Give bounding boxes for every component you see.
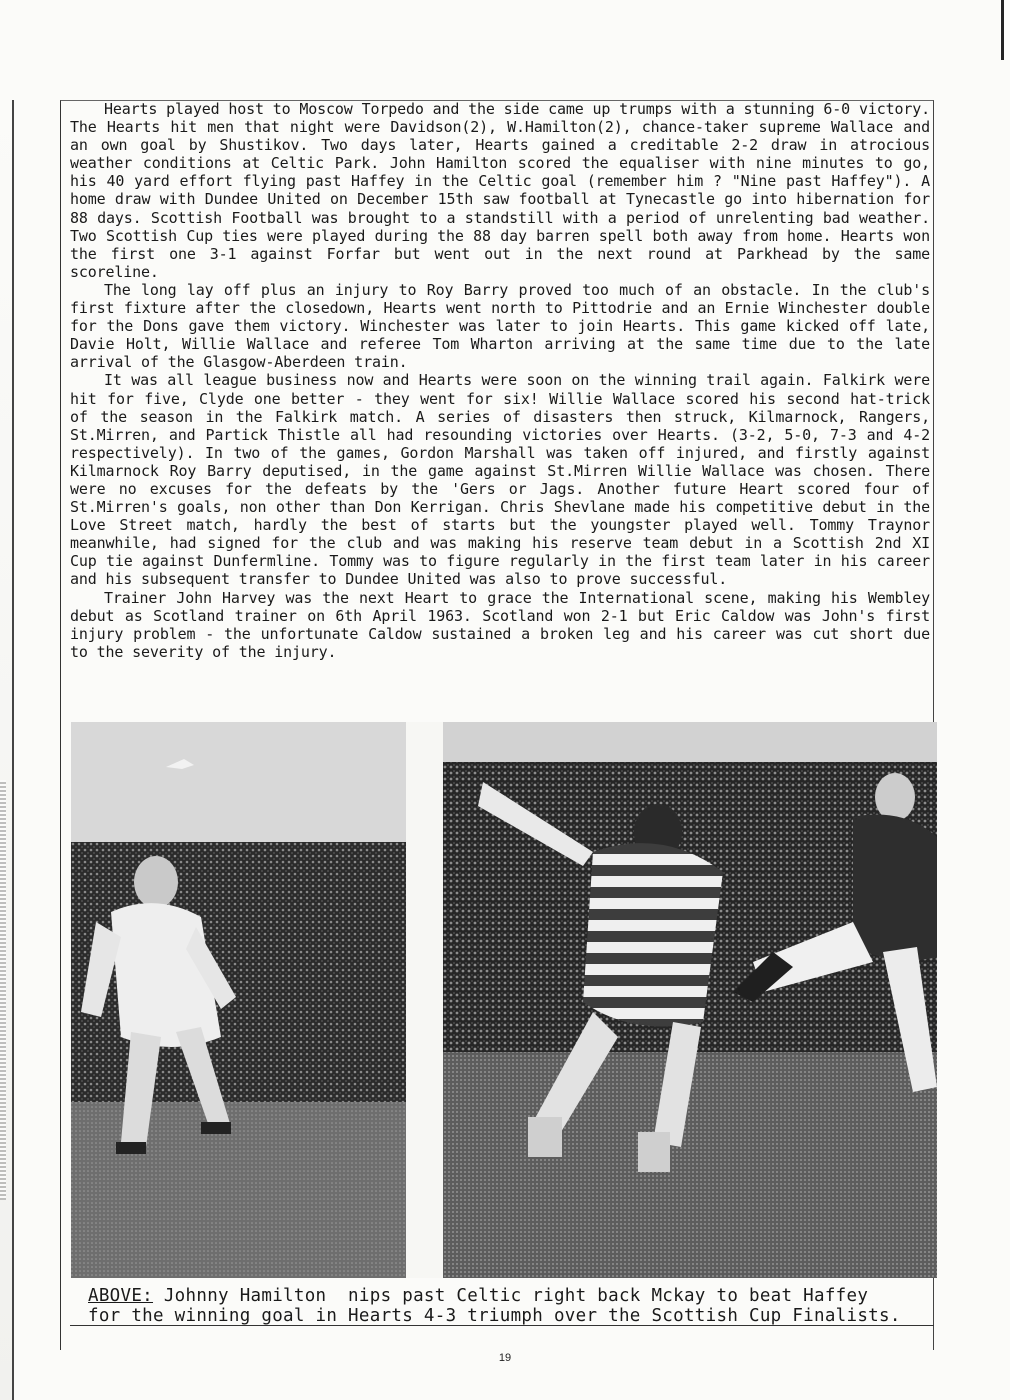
article-paragraph: Hearts played host to Moscow Torpedo and the side came up trumps with a stunning 6-0 victory. The Hearts hit men that night were Davidson(2), W.Hamilton(2), chance-taker supreme Wallace and an own goal by Shustikov. Two days later, Hearts gained a creditable 2-2 draw in atrocious weather conditions at Celtic Park. John Hamilton scored the equaliser with nine minutes to go, his 40 yard effort flying past Haffey in the Celtic goal (remember him ? "Nine past Haffey"). A home draw with Dundee United on December 15th saw football at Tynecastle go into hibernation for 88 days. Scottish Football was brought to a standstill with a period of unrelenting bad weather. Two Scottish Cup ties were played during the 88 day barren spell both away from home. Hearts won the first one 3-1 against Forfar but went out in the next round at Parkhead by the same scoreline. — [70, 100, 930, 281]
goal-post — [406, 722, 443, 1278]
article-paragraph: The long lay off plus an injury to Roy Barry proved too much of an obstacle. In the club's first fixture after the closedown, Hearts went north to Pittodrie and an Ernie Winchester double for the Dons gave them victory. Winchester was later to join Hearts. This game kicked off late, Davie Holt, Willie Wallace and referee Tom Wharton arriving at the same time due to the late arrival of the Glasgow-Aberdeen train. — [70, 280, 930, 372]
match-photo — [71, 722, 937, 1278]
caption-line-1 — [88, 1286, 928, 1306]
caption-line-2: for the winning goal in Hearts 4-3 triumph over the Scottish Cup Finalists. — [88, 1306, 901, 1326]
article-paragraph: Trainer John Harvey was the next Heart to grace the International scene, making his Wembley debut as Scotland trainer on 6th April 1963. Scotland won 2-1 but Eric Caldow was John's first injury problem - the unfortunate Caldow sustained a broken leg and his career was cut short due to the severity of the injury. — [70, 588, 930, 661]
photo-caption — [88, 1286, 928, 1326]
article-body — [70, 100, 930, 661]
players-photo — [443, 722, 937, 1278]
goalkeeper-photo — [71, 722, 406, 1278]
scan-edge-texture — [0, 780, 6, 1200]
caption-text-1: Johnny Hamilton nips past Celtic right back Mckay to beat Haffey — [153, 1286, 869, 1306]
scan-edge-left — [0, 100, 14, 1400]
article-paragraph: It was all league business now and Hearts were soon on the winning trail again. Falkirk were hit for five, Clyde one better - they went for six! Willie Wallace scored his second hat-trick of the season in the Falkirk match. A series of disasters then struck, Kilmarnock, Rangers, St.Mirren, and Partick Thistle all had resounding victories over Hearts. (3-2, 5-0, 7-3 and 4-2 respectively). In two of the games, Gordon Marshall was taken off injured, and firstly against Kilmarnock Roy Barry deputised, in the game against St.Mirren Willie Wallace was chosen. There were no excuses for the defeats by the 'Gers or Jags. Another future Heart scored four of St.Mirren's goals, non other than Don Kerrigan. Chris Shevlane made his competitive debut in the Love Street match, hardly the best of starts but the youngster played well. Tommy Traynor meanwhile, had signed for the club and was making his reserve team debut in a Scottish 2nd XI Cup tie against Dunfermline. Tommy was to figure regularly in the first team later in his career and his subsequent transfer to Dundee United was also to prove successful. — [70, 371, 930, 589]
caption-rule — [70, 1325, 934, 1326]
caption-label: ABOVE: — [88, 1286, 154, 1306]
page-number: 19 — [498, 1352, 512, 1364]
scan-edge-right — [1001, 0, 1004, 60]
